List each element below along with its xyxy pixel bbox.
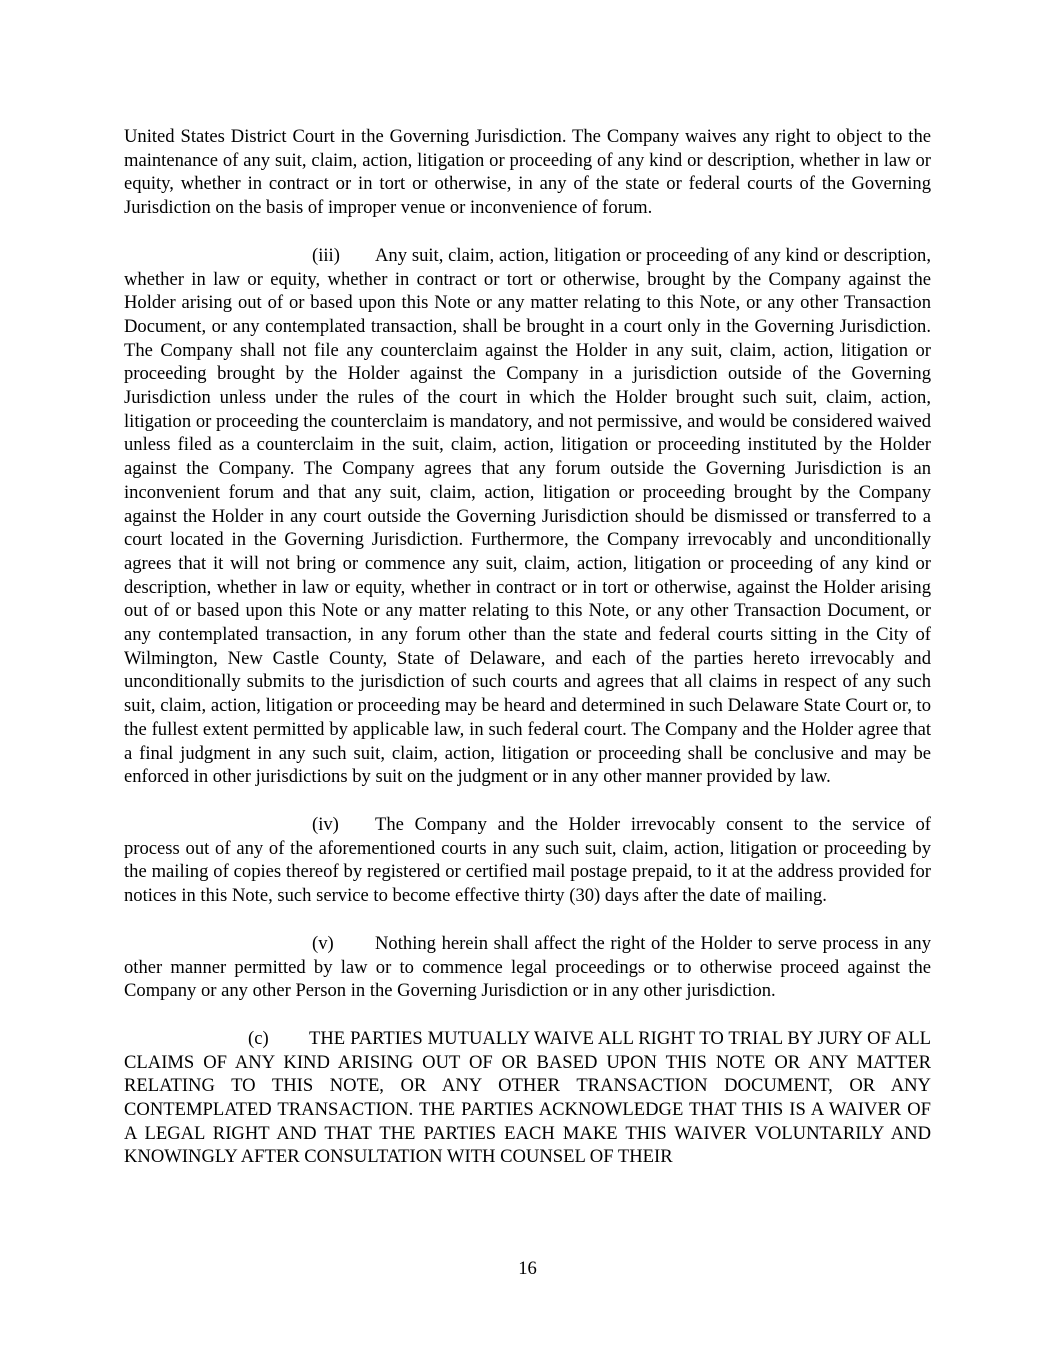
paragraph-iv (124, 813, 931, 908)
paragraph-c-jury-waiver (124, 1027, 931, 1169)
paragraph-v (124, 932, 931, 1003)
paragraph-text: Any suit, claim, action, litigation or proceeding of any kind or description, whether in law or equity, whether in contract or tort or otherwise, brought by the Company against the Holder arising out of or based upon this Note or any matter relating to this Note, or any other Transaction Document, or any contemplated transaction, shall be brought in a court only in the Governing Jurisdiction. The Company shall not file any counterclaim against the Holder in any suit, claim, action, litigation or proceeding brought by the Holder against the Company in a jurisdiction outside of the Governing Jurisdiction unless under the rules of the court in which the Holder brought such suit, claim, action, litigation or proceeding the counterclaim is mandatory, and not permissive, and would be considered waived unless filed as a counterclaim in the suit, claim, action, litigation or proceeding instituted by the Holder against the Company. The Company agrees that any forum outside the Governing Jurisdiction is an inconvenient forum and that any suit, claim, action, litigation or proceeding brought by the Company against the Holder in any court outside the Governing Jurisdiction should be dismissed or transferred to a court located in the Governing Jurisdiction. Furthermore, the Company irrevocably and unconditionally agrees that it will not bring or commence any suit, claim, action, litigation or proceeding of any kind or description, whether in law or equity, whether in contract or in tort or otherwise, against the Holder arising out of or based upon this Note or any matter relating to this Note, or any other Transaction Document, or any contemplated transaction, in any forum other than the state and federal courts sitting in the City of Wilmington, New Castle County, State of Delaware, and each of the parties hereto irrevocably and unconditionally submits to the jurisdiction of such courts and agrees that all claims in respect of any such suit, claim, action, litigation or proceeding may be heard and determined in such Delaware State Court or, to the fullest extent permitted by applicable law, in such federal court. The Company and the Holder agree that a final judgment in any such suit, claim, action, litigation or proceeding shall be conclusive and may be enforced in other jurisdictions by suit on the judgment or in any other manner provided by law. (124, 244, 931, 788)
page-number: 16 (518, 1258, 537, 1279)
paragraph-text: Nothing herein shall affect the right of the Holder to serve process in any other manner permitted by law or to commence legal proceedings or to otherwise proceed against the Company or any other Person in the Governing Jurisdiction or in any other jurisdiction. (124, 932, 931, 1002)
paragraph-continuation (124, 125, 931, 220)
paragraph-number: (iv) (312, 813, 339, 835)
paragraph-number: (v) (312, 932, 334, 954)
paragraph-iii (124, 244, 931, 789)
paragraph-text: THE PARTIES MUTUALLY WAIVE ALL RIGHT TO TRIAL BY JURY OF ALL CLAIMS OF ANY KIND ARISING OUT OF OR BASED UPON THIS NOTE OR ANY MATTER RELATING TO THIS NOTE, OR ANY OTHER TRANSACTION DOCUMENT, OR ANY CONTEMPLATED TRANSACTION. THE PARTIES ACKNOWLEDGE THAT THIS IS A WAIVER OF A LEGAL RIGHT AND THAT THE PARTIES EACH MAKE THIS WAIVER VOLUNTARILY AND KNOWINGLY AFTER CONSULTATION WITH COUNSEL OF THEIR (124, 1027, 931, 1168)
paragraph-text: The Company and the Holder irrevocably consent to the service of process out of any of the aforementioned courts in any such suit, claim, action, litigation or proceeding by the mailing of copies thereof by registered or certified mail postage prepaid, to it at the address provided for notices in this Note, such service to become effective thirty (30) days after the date of mailing. (124, 813, 931, 907)
document-page (124, 125, 931, 1169)
paragraph-text: United States District Court in the Governing Jurisdiction. The Company waives any right to object to the maintenance of any suit, claim, action, litigation or proceeding of any kind or description, whether in law or equity, whether in contract or in tort or otherwise, in any of the state or federal courts of the Governing Jurisdiction on the basis of improper venue or inconvenience of forum. (124, 126, 931, 219)
paragraph-number: (c) (248, 1027, 269, 1049)
paragraph-number: (iii) (312, 244, 340, 266)
